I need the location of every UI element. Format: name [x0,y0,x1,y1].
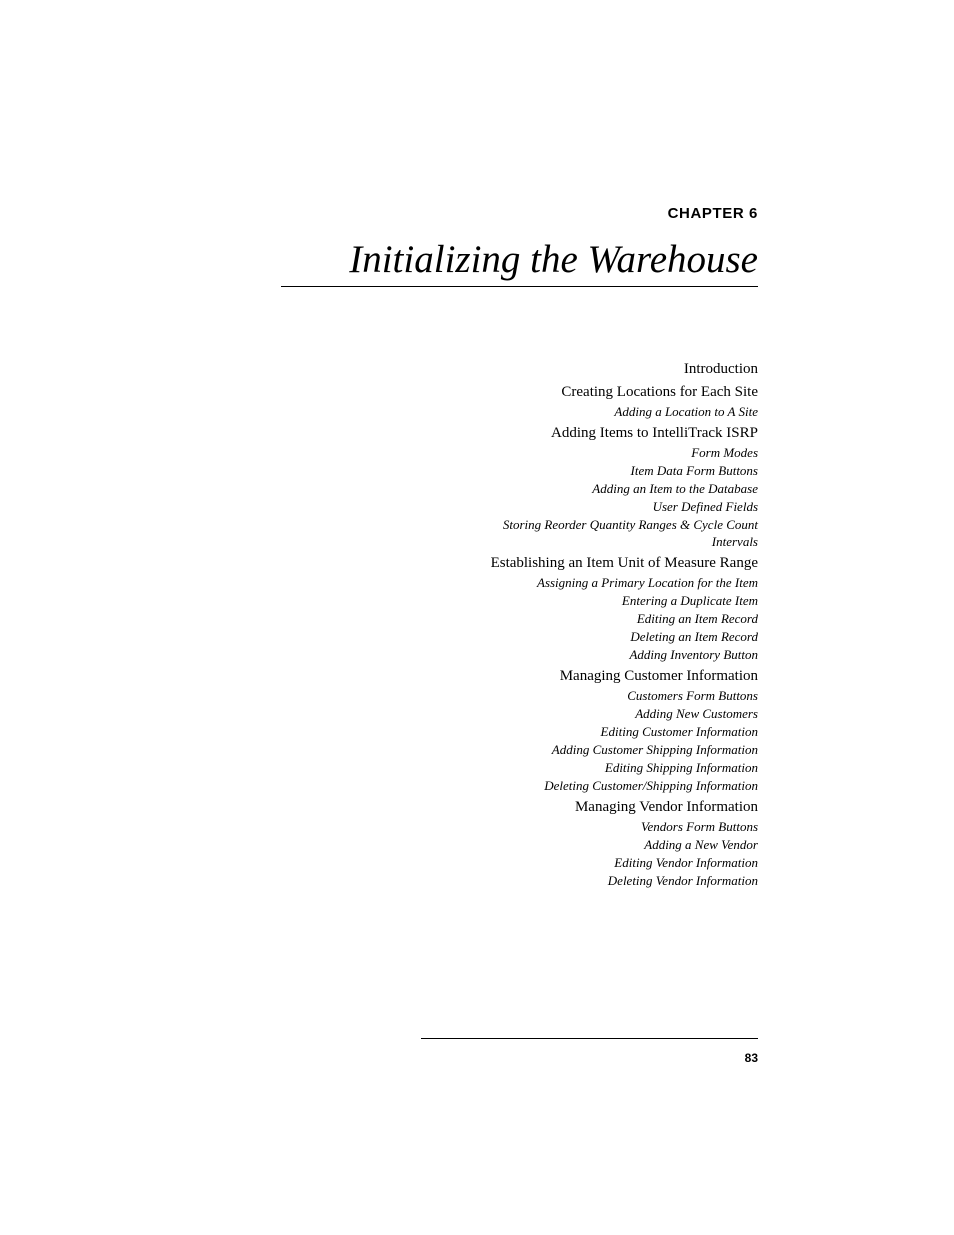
toc-subsection-link[interactable]: Assigning a Primary Location for the Item [537,575,758,590]
chapter-title: Initializing the Warehouse [349,238,758,281]
table-of-contents [468,360,758,890]
toc-subsection-link[interactable]: Editing Shipping Information [604,760,758,775]
toc-section-link[interactable]: Managing Customer Information [559,668,758,684]
toc-subsection-link[interactable]: Editing an Item Record [636,611,758,626]
title-divider [281,286,758,287]
toc-subsection-link[interactable]: Adding a New Vendor [644,837,758,852]
toc-section-link[interactable]: Establishing an Item Unit of Measure Range [490,555,758,571]
toc-subsection-link[interactable]: Deleting Customer/Shipping Information [544,778,758,793]
toc-subsection-link[interactable]: Vendors Form Buttons [641,819,758,834]
toc-subsection-link[interactable]: Form Modes [691,445,758,460]
footer-divider [421,1038,758,1039]
toc-subsection-link[interactable]: Entering a Duplicate Item [621,593,758,608]
toc-subsection-link[interactable]: Item Data Form Buttons [630,463,758,478]
toc-subsection-link[interactable]: Adding an Item to the Database [592,481,758,496]
toc-section-link[interactable]: Introduction [683,361,758,377]
toc-subsection-link[interactable]: Editing Vendor Information [614,855,758,870]
page-number: 83 [744,1051,758,1065]
toc-section-link[interactable]: Creating Locations for Each Site [561,384,758,400]
toc-section-link[interactable]: Managing Vendor Information [574,799,758,815]
toc-subsection-link[interactable]: Deleting an Item Record [630,629,758,644]
toc-subsection-link[interactable]: Adding New Customers [635,706,758,721]
toc-subsection-link[interactable]: Editing Customer Information [600,724,758,739]
toc-subsection-link[interactable]: Customers Form Buttons [627,688,758,703]
toc-subsection-link[interactable]: Storing Reorder Quantity Ranges & Cycle Count Intervals [502,517,758,549]
chapter-label: CHAPTER 6 [667,205,758,222]
toc-section-link[interactable]: Adding Items to IntelliTrack ISRP [551,425,758,441]
toc-subsection-link[interactable]: Adding Customer Shipping Information [551,742,758,757]
toc-subsection-link[interactable]: Adding Inventory Button [629,647,758,662]
toc-subsection-link[interactable]: User Defined Fields [652,499,758,514]
toc-subsection-link[interactable]: Adding a Location to A Site [614,404,758,419]
toc-subsection-link[interactable]: Deleting Vendor Information [607,873,758,888]
